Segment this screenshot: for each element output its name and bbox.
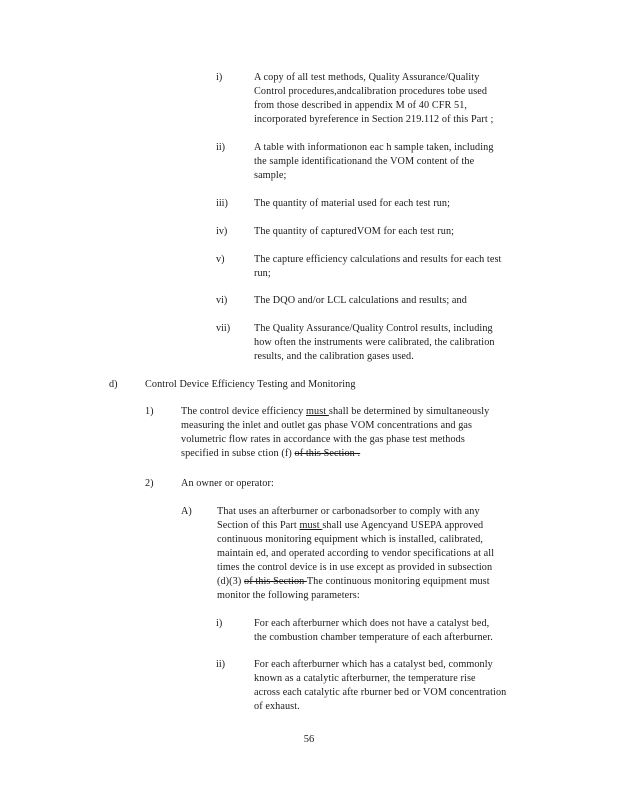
section-heading: Control Device Efficiency Testing and Monitoring — [145, 379, 356, 390]
item-label: 1) — [145, 406, 154, 417]
text-line — [217, 519, 483, 533]
text-line: known as a catalytic afterburner, the temperature rise — [254, 673, 476, 684]
page-number: 56 — [303, 734, 315, 745]
item-label: vii) — [216, 323, 231, 334]
item-label: 2) — [145, 478, 154, 489]
text-line: across each catalytic afte rburner bed or VOM concentration — [254, 687, 507, 698]
text-line — [181, 447, 360, 461]
text-line: the combustion chamber temperature of each afterburner. — [254, 632, 493, 643]
text-line — [217, 575, 490, 589]
text-line: monitor the following parameters: — [217, 590, 360, 601]
text-line: run; — [254, 268, 271, 279]
item-label: ii) — [216, 659, 226, 670]
text-line: A copy of all test methods, Quality Assurance/Quality — [254, 72, 480, 83]
text-line: of exhaust. — [254, 701, 300, 712]
text-line: That uses an afterburner or carbonadsorber to comply with any — [217, 506, 480, 517]
item-label: vi) — [216, 295, 228, 306]
item-label: iv) — [216, 226, 228, 237]
text-line: maintain ed, and operated according to vendor specifications at all — [217, 548, 495, 559]
text-line: how often the instruments were calibrated, the calibration — [254, 337, 495, 348]
text-run: shall be determined by simultaneously — [328, 406, 490, 417]
item-label: A) — [181, 506, 192, 517]
text-line: The Quality Assurance/Quality Control results, including — [254, 323, 493, 334]
text-line: The capture efficiency calculations and results for each test — [254, 254, 502, 265]
text-line: For each afterburner which does not have a catalyst bed, — [254, 618, 490, 629]
text-line: results, and the calibration gases used. — [254, 351, 414, 362]
text-line: incorporated byreference in Section 219.112 of this Part ; — [254, 114, 494, 125]
inserted-text: must — [306, 406, 329, 417]
text-line: sample; — [254, 170, 287, 181]
item-label: v) — [216, 254, 225, 265]
text-line: measuring the inlet and outlet gas phase VOM concentrations and gas — [181, 420, 473, 431]
deleted-text: of this Section — [244, 576, 307, 587]
text-line: A table with informationon eac h sample taken, including — [254, 142, 494, 153]
text-run: The control device efficiency — [181, 406, 307, 417]
text-line — [181, 405, 489, 419]
text-line: The DQO and/or LCL calculations and results; and — [254, 295, 467, 306]
text-run: Section of this Part — [217, 520, 300, 531]
text-line: An owner or operator: — [181, 478, 274, 489]
section-label: d) — [109, 379, 118, 390]
item-label: ii) — [216, 142, 226, 153]
text-line: volumetric flow rates in accordance with the gas phase test methods — [181, 434, 465, 445]
text-line: the sample identificationand the VOM content of the — [254, 156, 475, 167]
text-line: Control procedures,andcalibration procedures tobe used — [254, 86, 488, 97]
text-line: For each afterburner which has a catalyst bed, commonly — [254, 659, 493, 670]
text-run: shall use Agencyand USEPA approved — [322, 520, 484, 531]
text-line: times the control device is in use except as provided in subsection — [217, 562, 493, 573]
deleted-text: of this Section . — [294, 448, 361, 459]
item-label: i) — [216, 618, 223, 629]
inserted-text: must — [299, 520, 323, 531]
text-line: from those described in appendix M of 40 CFR 51, — [254, 100, 468, 111]
text-run: The continuous monitoring equipment must — [306, 576, 490, 587]
text-line: continuous monitoring equipment which is installed, calibrated, — [217, 534, 484, 545]
text-line: The quantity of material used for each test run; — [254, 198, 451, 209]
text-run: (d)(3) — [217, 576, 245, 587]
item-label: iii) — [216, 198, 228, 209]
text-line: The quantity of capturedVOM for each test run; — [254, 226, 455, 237]
text-run: specified in subse ction (f) — [181, 448, 295, 459]
item-label: i) — [216, 72, 223, 83]
